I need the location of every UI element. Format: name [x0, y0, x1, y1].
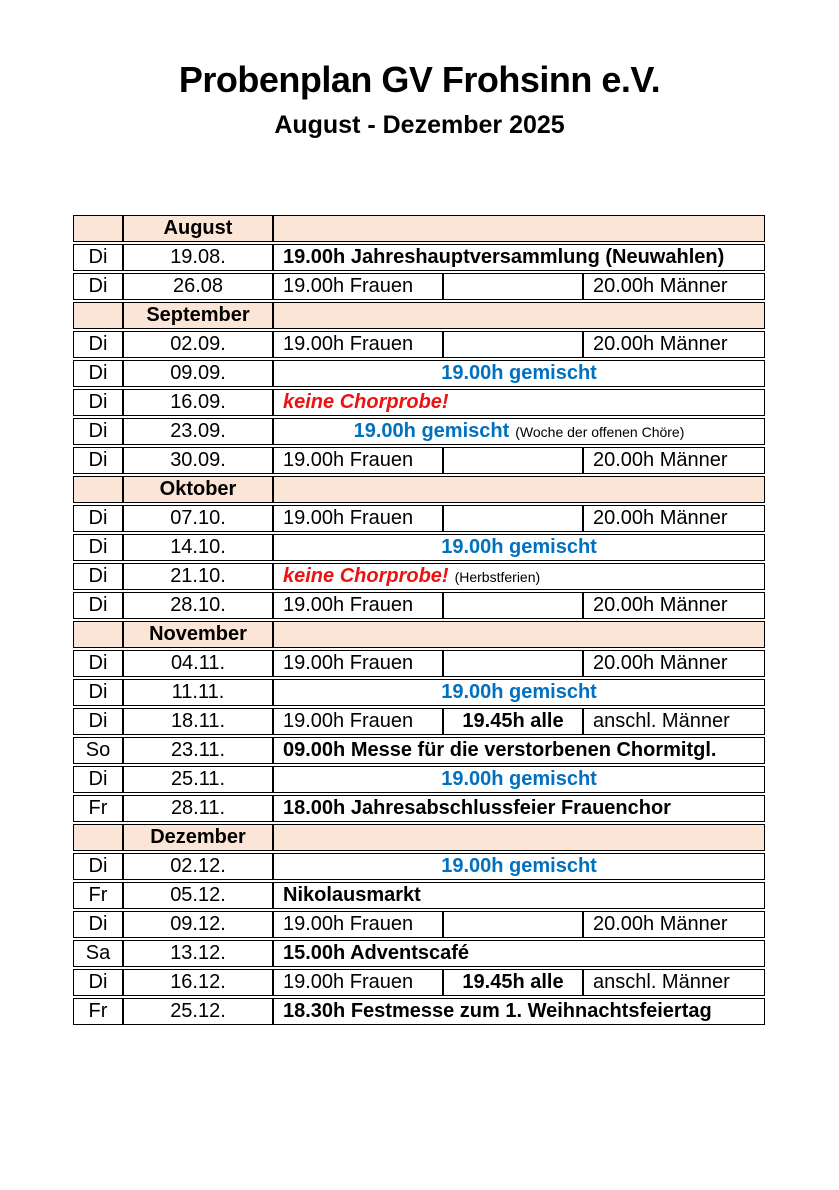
event-main-text: 18.30h Festmesse zum 1. Weihnachtsfeiertag: [283, 1000, 712, 1022]
rehearsal-schedule-table: [73, 213, 765, 1027]
event-main-text: anschl. Männer: [593, 971, 730, 993]
schedule-row: [73, 795, 765, 822]
event-main-text: 20.00h Männer: [593, 507, 728, 529]
date-cell: 21.10.: [123, 563, 273, 590]
date-cell: 16.09.: [123, 389, 273, 416]
schedule-row: [73, 273, 765, 300]
event-main-text: 19.00h gemischt: [441, 681, 597, 703]
day-cell: Di: [73, 273, 123, 300]
event-cell: [273, 911, 443, 938]
month-event-spacer-cell: [273, 476, 765, 503]
date-cell: 05.12.: [123, 882, 273, 909]
schedule-row: [73, 969, 765, 996]
event-cell: [583, 447, 765, 474]
month-event-spacer-cell: [273, 215, 765, 242]
event-main-text: 19.00h Frauen: [283, 449, 414, 471]
schedule-row: [73, 853, 765, 880]
event-main-text: 19.00h Frauen: [283, 913, 414, 935]
month-name-cell: Dezember: [123, 824, 273, 851]
event-cell: [273, 679, 765, 706]
month-name-cell: November: [123, 621, 273, 648]
schedule-row: [73, 505, 765, 532]
schedule-row: [73, 998, 765, 1025]
date-cell: 26.08: [123, 273, 273, 300]
date-cell: 23.11.: [123, 737, 273, 764]
event-main-text: 20.00h Männer: [593, 594, 728, 616]
event-cell: [443, 505, 583, 532]
day-cell: Di: [73, 389, 123, 416]
event-cell: [273, 940, 765, 967]
schedule-row: [73, 534, 765, 561]
event-cell: [273, 505, 443, 532]
month-header-row: [73, 215, 765, 242]
event-main-text: 19.45h alle: [462, 971, 564, 993]
event-note-text: (Herbstferien): [454, 569, 541, 585]
day-cell: Di: [73, 505, 123, 532]
date-cell: 13.12.: [123, 940, 273, 967]
event-cell: [273, 447, 443, 474]
schedule-row: [73, 447, 765, 474]
schedule-row: [73, 418, 765, 445]
event-cell: [273, 360, 765, 387]
date-cell: 09.12.: [123, 911, 273, 938]
event-main-text: anschl. Männer: [593, 710, 730, 732]
event-cell: [273, 592, 443, 619]
date-cell: 14.10.: [123, 534, 273, 561]
event-main-text: 09.00h Messe für die verstorbenen Chormitgl.: [283, 739, 717, 761]
event-main-text: 19.00h Jahreshauptversammlung (Neuwahlen): [283, 246, 725, 268]
schedule-row: [73, 650, 765, 677]
day-cell: Sa: [73, 940, 123, 967]
event-cell: [273, 244, 765, 271]
event-main-text: 20.00h Männer: [593, 275, 728, 297]
day-cell: Di: [73, 360, 123, 387]
schedule-row: [73, 592, 765, 619]
day-cell: Di: [73, 447, 123, 474]
date-cell: 11.11.: [123, 679, 273, 706]
day-cell: Di: [73, 331, 123, 358]
day-cell: Di: [73, 853, 123, 880]
event-main-text: 19.00h Frauen: [283, 333, 414, 355]
date-cell: 25.11.: [123, 766, 273, 793]
day-cell: Di: [73, 418, 123, 445]
event-cell: [583, 505, 765, 532]
event-cell: [273, 795, 765, 822]
event-cell: [443, 708, 583, 735]
event-cell: [583, 969, 765, 996]
day-cell: Di: [73, 708, 123, 735]
event-cell: [273, 708, 443, 735]
event-cell: [583, 911, 765, 938]
date-cell: 09.09.: [123, 360, 273, 387]
event-main-text: 15.00h Adventscafé: [283, 942, 470, 964]
event-main-text: 18.00h Jahresabschlussfeier Frauenchor: [283, 797, 671, 819]
event-main-text: 19.00h Frauen: [283, 710, 414, 732]
day-cell: Di: [73, 679, 123, 706]
event-cell: [443, 273, 583, 300]
event-main-text: keine Chorprobe!: [283, 391, 449, 413]
event-main-text: 19.00h gemischt: [441, 536, 597, 558]
date-cell: 02.12.: [123, 853, 273, 880]
event-cell: [583, 650, 765, 677]
event-main-text: keine Chorprobe!: [283, 565, 449, 587]
date-cell: 16.12.: [123, 969, 273, 996]
event-cell: [273, 534, 765, 561]
day-cell: So: [73, 737, 123, 764]
day-cell: Fr: [73, 882, 123, 909]
month-name-cell: September: [123, 302, 273, 329]
month-day-spacer-cell: [73, 215, 123, 242]
event-cell: [443, 911, 583, 938]
event-cell: [583, 273, 765, 300]
event-cell: [273, 853, 765, 880]
event-cell: [443, 592, 583, 619]
date-cell: 28.10.: [123, 592, 273, 619]
event-cell: [273, 563, 765, 590]
day-cell: Fr: [73, 998, 123, 1025]
event-main-text: 19.00h Frauen: [283, 971, 414, 993]
event-cell: [443, 447, 583, 474]
month-event-spacer-cell: [273, 824, 765, 851]
day-cell: Di: [73, 969, 123, 996]
schedule-row: [73, 679, 765, 706]
event-note-text: (Woche der offenen Chöre): [515, 424, 685, 440]
date-cell: 19.08.: [123, 244, 273, 271]
event-main-text: 20.00h Männer: [593, 333, 728, 355]
day-cell: Di: [73, 766, 123, 793]
month-header-row: [73, 621, 765, 648]
event-main-text: 19.00h gemischt: [353, 420, 510, 442]
date-cell: 25.12.: [123, 998, 273, 1025]
event-main-text: 20.00h Männer: [593, 652, 728, 674]
event-cell: [273, 418, 765, 445]
date-cell: 02.09.: [123, 331, 273, 358]
day-cell: Di: [73, 650, 123, 677]
date-cell: 04.11.: [123, 650, 273, 677]
event-main-text: 19.00h gemischt: [441, 768, 597, 790]
event-main-text: 19.00h Frauen: [283, 507, 414, 529]
event-cell: [443, 969, 583, 996]
day-cell: Fr: [73, 795, 123, 822]
day-cell: Di: [73, 563, 123, 590]
date-cell: 18.11.: [123, 708, 273, 735]
page-subtitle: August - Dezember 2025: [274, 111, 565, 139]
event-main-text: Nikolausmarkt: [283, 884, 421, 906]
month-event-spacer-cell: [273, 302, 765, 329]
day-cell: Di: [73, 911, 123, 938]
day-cell: Di: [73, 534, 123, 561]
schedule-row: [73, 244, 765, 271]
event-cell: [443, 650, 583, 677]
date-cell: 30.09.: [123, 447, 273, 474]
event-cell: [273, 737, 765, 764]
event-main-text: 19.00h gemischt: [441, 855, 597, 877]
schedule-row: [73, 360, 765, 387]
date-cell: 07.10.: [123, 505, 273, 532]
day-cell: Di: [73, 244, 123, 271]
event-cell: [273, 969, 443, 996]
event-main-text: 19.45h alle: [462, 710, 564, 732]
day-cell: Di: [73, 592, 123, 619]
event-main-text: 20.00h Männer: [593, 913, 728, 935]
schedule-row: [73, 737, 765, 764]
event-cell: [273, 882, 765, 909]
schedule-row: [73, 563, 765, 590]
schedule-row: [73, 911, 765, 938]
event-cell: [583, 331, 765, 358]
event-cell: [583, 592, 765, 619]
event-main-text: 19.00h gemischt: [441, 362, 597, 384]
event-cell: [443, 331, 583, 358]
event-main-text: 20.00h Männer: [593, 449, 728, 471]
schedule-row: [73, 331, 765, 358]
schedule-row: [73, 882, 765, 909]
month-day-spacer-cell: [73, 824, 123, 851]
schedule-row: [73, 766, 765, 793]
event-cell: [273, 650, 443, 677]
month-day-spacer-cell: [73, 302, 123, 329]
schedule-row: [73, 708, 765, 735]
event-main-text: 19.00h Frauen: [283, 652, 414, 674]
month-header-row: [73, 302, 765, 329]
month-name-cell: August: [123, 215, 273, 242]
event-main-text: 19.00h Frauen: [283, 594, 414, 616]
month-name-cell: Oktober: [123, 476, 273, 503]
month-day-spacer-cell: [73, 476, 123, 503]
event-cell: [273, 998, 765, 1025]
event-cell: [273, 331, 443, 358]
event-cell: [273, 766, 765, 793]
month-day-spacer-cell: [73, 621, 123, 648]
schedule-row: [73, 389, 765, 416]
schedule-table-body: [73, 215, 765, 1025]
month-event-spacer-cell: [273, 621, 765, 648]
month-header-row: [73, 824, 765, 851]
schedule-row: [73, 940, 765, 967]
event-main-text: 19.00h Frauen: [283, 275, 414, 297]
event-cell: [273, 273, 443, 300]
event-cell: [583, 708, 765, 735]
date-cell: 28.11.: [123, 795, 273, 822]
event-cell: [273, 389, 765, 416]
date-cell: 23.09.: [123, 418, 273, 445]
page-title: Probenplan GV Frohsinn e.V.: [178, 59, 661, 100]
month-header-row: [73, 476, 765, 503]
